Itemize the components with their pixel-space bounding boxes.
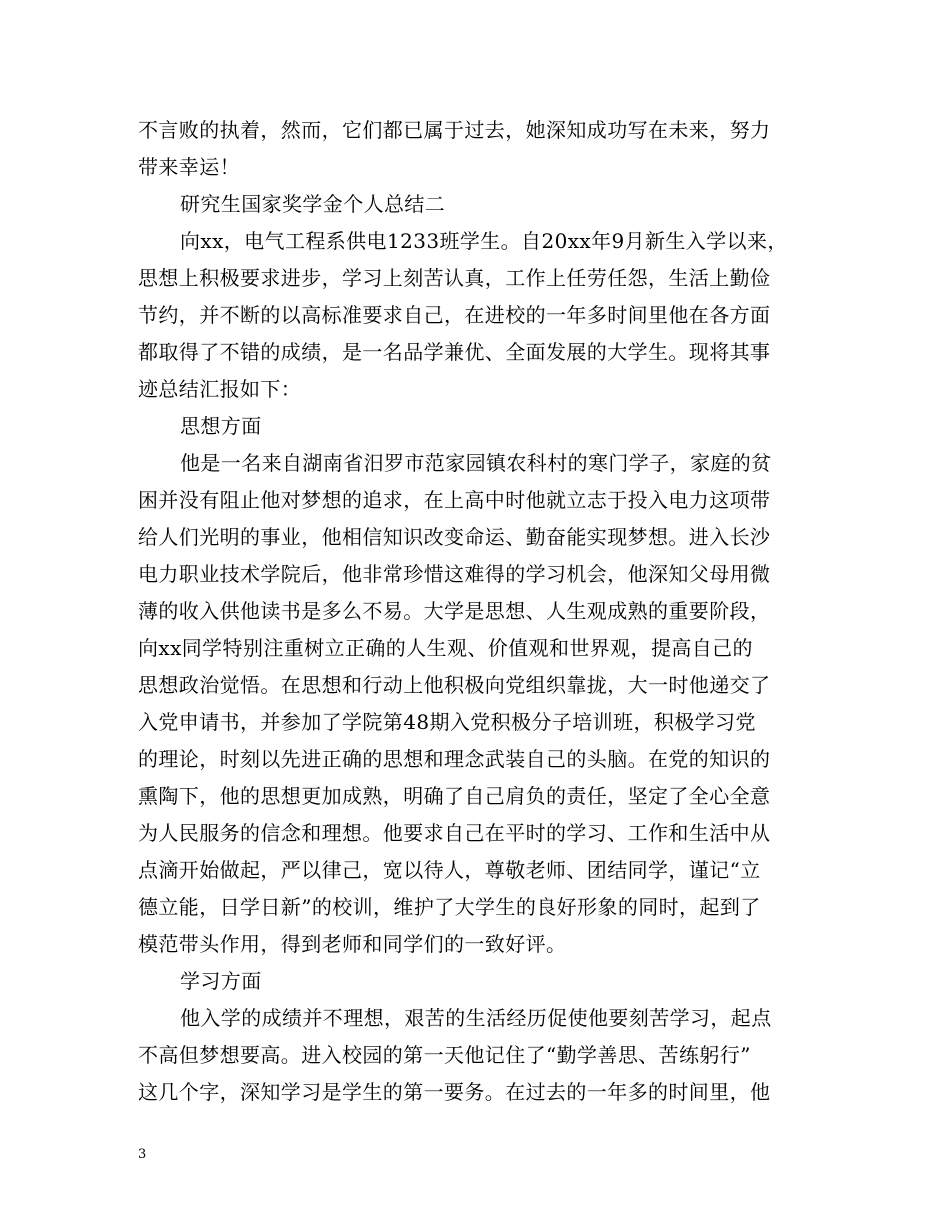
text-line: 都取得了不错的成绩，是一名品学兼优、全面发展的大学生。现将其事	[138, 340, 771, 364]
text-line: 的理论，时刻以先进正确的思想和理念武装自己的头脑。在党的知识的	[138, 747, 771, 771]
text-line: 这几个字，深知学习是学生的第一要务。在过去的一年多的时间里，他	[138, 1080, 771, 1104]
text-line: 点滴开始做起，严以律己，宽以待人，尊敬老师、团结同学，谨记“立	[138, 858, 761, 882]
text-line: 不言败的执着，然而，它们都已属于过去，她深知成功写在未来，努力	[138, 118, 771, 142]
text-line: 带来幸运！	[138, 155, 240, 179]
text-line: 模范带头作用，得到老师和同学们的一致好评。	[138, 932, 567, 956]
text-line: 薄的收入供他读书是多么不易。大学是思想、人生观成熟的重要阶段，	[138, 599, 771, 623]
text-line: 思想上积极要求进步，学习上刻苦认真，工作上任劳任怨，生活上勤俭	[138, 266, 771, 290]
text-line: 向xx同学特别注重树立正确的人生观、价值观和世界观，提高自己的	[138, 636, 753, 660]
section-title: 研究生国家奖学金个人总结二	[180, 192, 446, 216]
text-line: 困并没有阻止他对梦想的追求，在上高中时他就立志于投入电力这项带	[138, 488, 771, 512]
text-line: 德立能，日学日新”的校训，维护了大学生的良好形象的同时，起到了	[138, 895, 761, 919]
section-heading: 学习方面	[180, 969, 262, 993]
page-number: 3	[138, 1147, 147, 1162]
text-line: 向xx，电气工程系供电1233班学生。自20xx年9月新生入学以来，	[180, 229, 788, 253]
text-line: 迹总结汇报如下：	[138, 377, 302, 401]
text-line: 他入学的成绩并不理想，艰苦的生活经历促使他要刻苦学习，起点	[180, 1006, 772, 1030]
text-line: 入党申请书，并参加了学院第48期入党积极分子培训班，积极学习党	[138, 710, 756, 734]
text-line: 节约，并不断的以高标准要求自己，在进校的一年多时间里他在各方面	[138, 303, 771, 327]
text-line: 不高但梦想要高。进入校园的第一天他记住了“勤学善思、苦练躬行”	[138, 1043, 751, 1067]
text-line: 电力职业技术学院后，他非常珍惜这难得的学习机会，他深知父母用微	[138, 562, 771, 586]
text-line: 熏陶下，他的思想更加成熟，明确了自己肩负的责任，坚定了全心全意	[138, 784, 771, 808]
text-line: 他是一名来自湖南省汨罗市范家园镇农科村的寒门学子，家庭的贫	[180, 451, 772, 475]
section-heading: 思想方面	[180, 414, 262, 438]
text-line: 为人民服务的信念和理想。他要求自己在平时的学习、工作和生活中从	[138, 821, 771, 845]
text-line: 给人们光明的事业，他相信知识改变命运、勤奋能实现梦想。进入长沙	[138, 525, 771, 549]
text-line: 思想政治觉悟。在思想和行动上他积极向党组织靠拢，大一时他递交了	[138, 673, 771, 697]
